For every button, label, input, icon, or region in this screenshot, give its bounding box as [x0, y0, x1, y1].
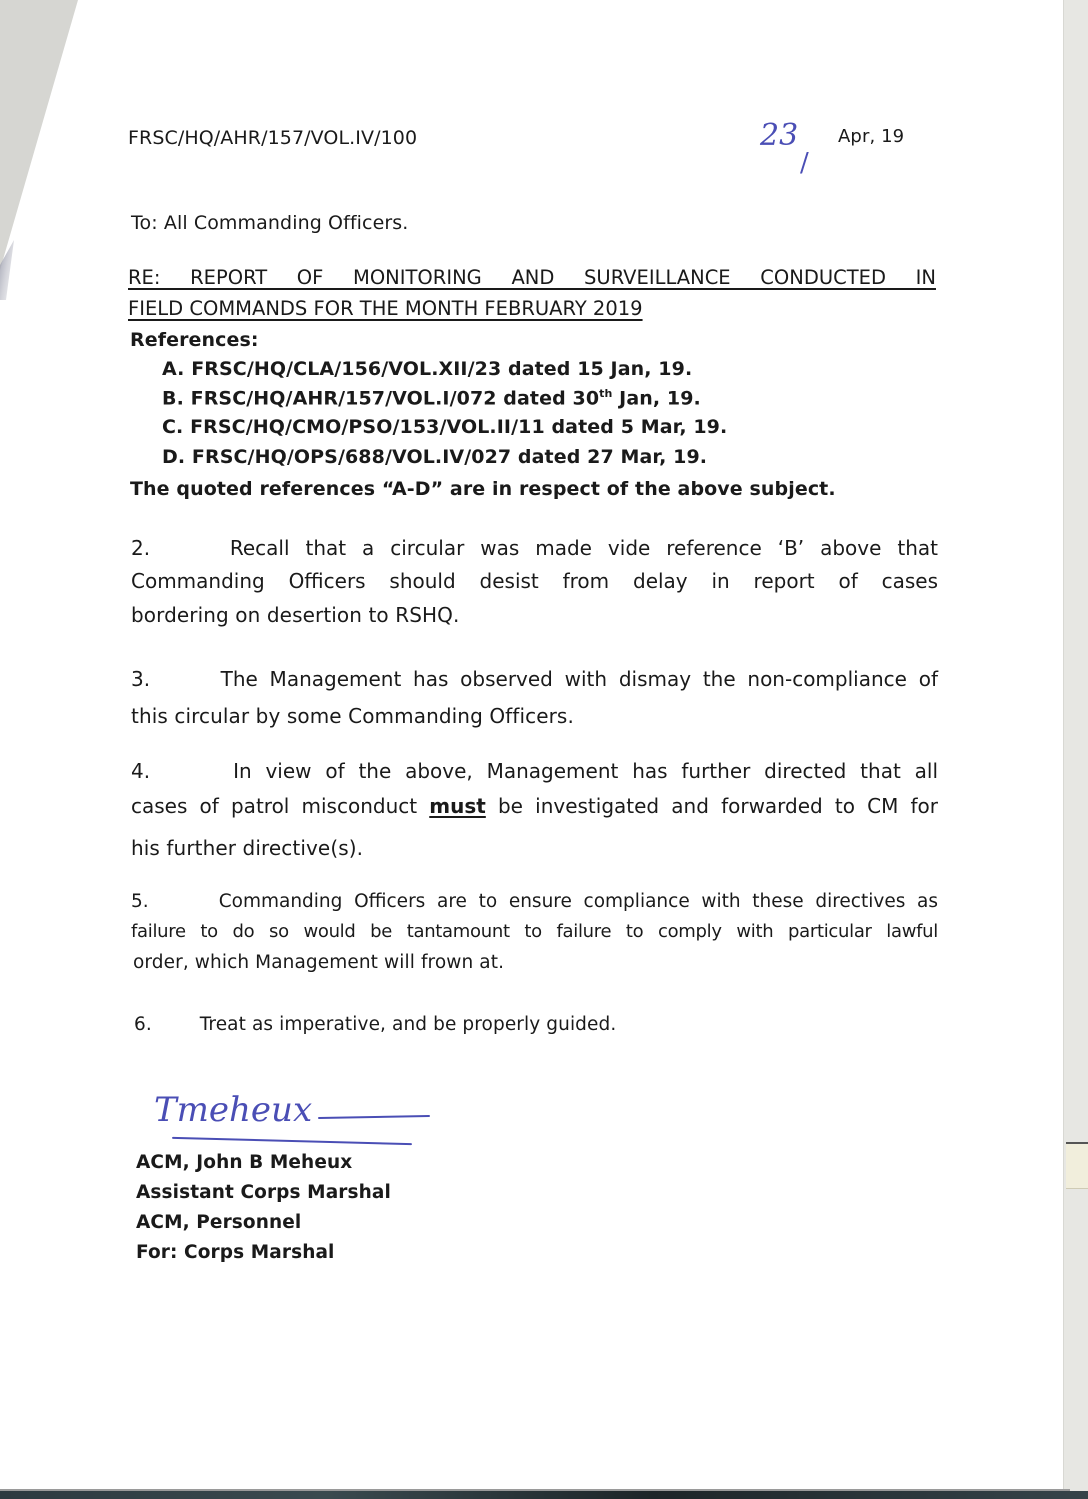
paragraph-number: 4.	[131, 759, 151, 783]
reference-item-a	[162, 360, 692, 379]
paragraph-3-line-1	[131, 669, 938, 689]
ordinal-suffix: th	[599, 387, 613, 400]
reference-letter: D.	[162, 446, 186, 468]
paragraph-2-line-3: bordering on desertion to RSHQ.	[131, 603, 460, 627]
references-summary: The quoted references “A-D” are in respect of the above subject.	[130, 478, 836, 500]
paragraph-2-line-1	[131, 538, 938, 558]
reference-text: FRSC/HQ/AHR/157/VOL.I/072 dated 30	[190, 387, 600, 410]
paragraph-4-line-1	[131, 761, 938, 781]
reference-letter: B.	[162, 387, 184, 410]
scan-edge-right	[1063, 0, 1088, 1499]
signature-flourish	[318, 1115, 430, 1119]
paragraph-text: Commanding Officers are to ensure compliance with these directives as	[218, 891, 938, 912]
paragraph-5-line-1	[131, 893, 938, 912]
paragraph-2-line-2: Commanding Officers should desist from delay in report of cases	[131, 569, 938, 593]
signatory-department: ACM, Personnel	[136, 1212, 302, 1233]
paragraph-4-line-2	[131, 796, 938, 816]
reference-text-tail: Jan, 19.	[612, 387, 701, 410]
reference-item-c	[162, 418, 727, 437]
paragraph-number: 2.	[131, 536, 151, 560]
signatory-name: ACM, John B Meheux	[136, 1152, 353, 1173]
subject-line-2: FIELD COMMANDS FOR THE MONTH FEBRUARY 2019	[128, 297, 643, 320]
reference-item-b	[162, 388, 701, 408]
paragraph-number: 5.	[131, 891, 149, 912]
addressee-line: To: All Commanding Officers.	[131, 212, 409, 234]
reference-text: FRSC/HQ/CMO/PSO/153/VOL.II/11 dated 5 Mar, 19.	[190, 416, 728, 438]
subject-line-1: RE: REPORT OF MONITORING AND SURVEILLANCE CONDUCTED IN	[128, 266, 936, 289]
paragraph-number: 3.	[131, 667, 151, 691]
scan-shadow-top-left	[0, 0, 80, 275]
handwritten-comma-mark: /	[800, 148, 809, 178]
paragraph-4-line-3: his further directive(s).	[131, 836, 364, 860]
paragraph-5-line-3: order, which Management will frown at.	[133, 952, 505, 973]
signatory-title: Assistant Corps Marshal	[136, 1182, 391, 1203]
paragraph-text: be investigated and forwarded to CM for	[497, 794, 939, 818]
handwritten-signature: Tmeheux	[154, 1090, 313, 1130]
paragraph-3-line-2: this circular by some Commanding Officers.	[131, 704, 574, 728]
letter-date: Apr, 19	[838, 126, 905, 147]
paragraph-text: Treat as imperative, and be properly guided.	[199, 1014, 617, 1035]
reference-letter: A.	[162, 358, 185, 380]
paragraph-text: Recall that a circular was made vide reference ‘B’ above that	[229, 536, 938, 560]
scan-tape-artifact	[1066, 1142, 1088, 1189]
paragraph-text: The Management has observed with dismay the non-compliance of	[220, 667, 938, 691]
handwritten-date-day: 23	[760, 118, 799, 153]
paragraph-5-line-2: failure to do so would be tantamount to failure to comply with particular lawful	[131, 921, 938, 942]
emphasis-must: must	[429, 794, 486, 818]
reference-text: FRSC/HQ/OPS/688/VOL.IV/027 dated 27 Mar, 19.	[191, 446, 708, 468]
paragraph-6	[134, 1016, 616, 1035]
reference-number: FRSC/HQ/AHR/157/VOL.IV/100	[128, 127, 418, 149]
paragraph-text: cases of patrol misconduct	[131, 794, 418, 818]
signatory-on-behalf: For: Corps Marshal	[136, 1242, 335, 1263]
paragraph-number: 6.	[134, 1014, 152, 1035]
reference-letter: C.	[162, 416, 184, 438]
paragraph-text: In view of the above, Management has further directed that all	[233, 759, 938, 783]
signature-underline	[172, 1137, 412, 1145]
reference-text: FRSC/HQ/CLA/156/VOL.XII/23 dated 15 Jan, 19.	[191, 358, 693, 380]
reference-item-d	[162, 448, 707, 467]
scan-edge-bottom	[0, 1491, 1088, 1499]
references-heading: References:	[130, 329, 259, 351]
